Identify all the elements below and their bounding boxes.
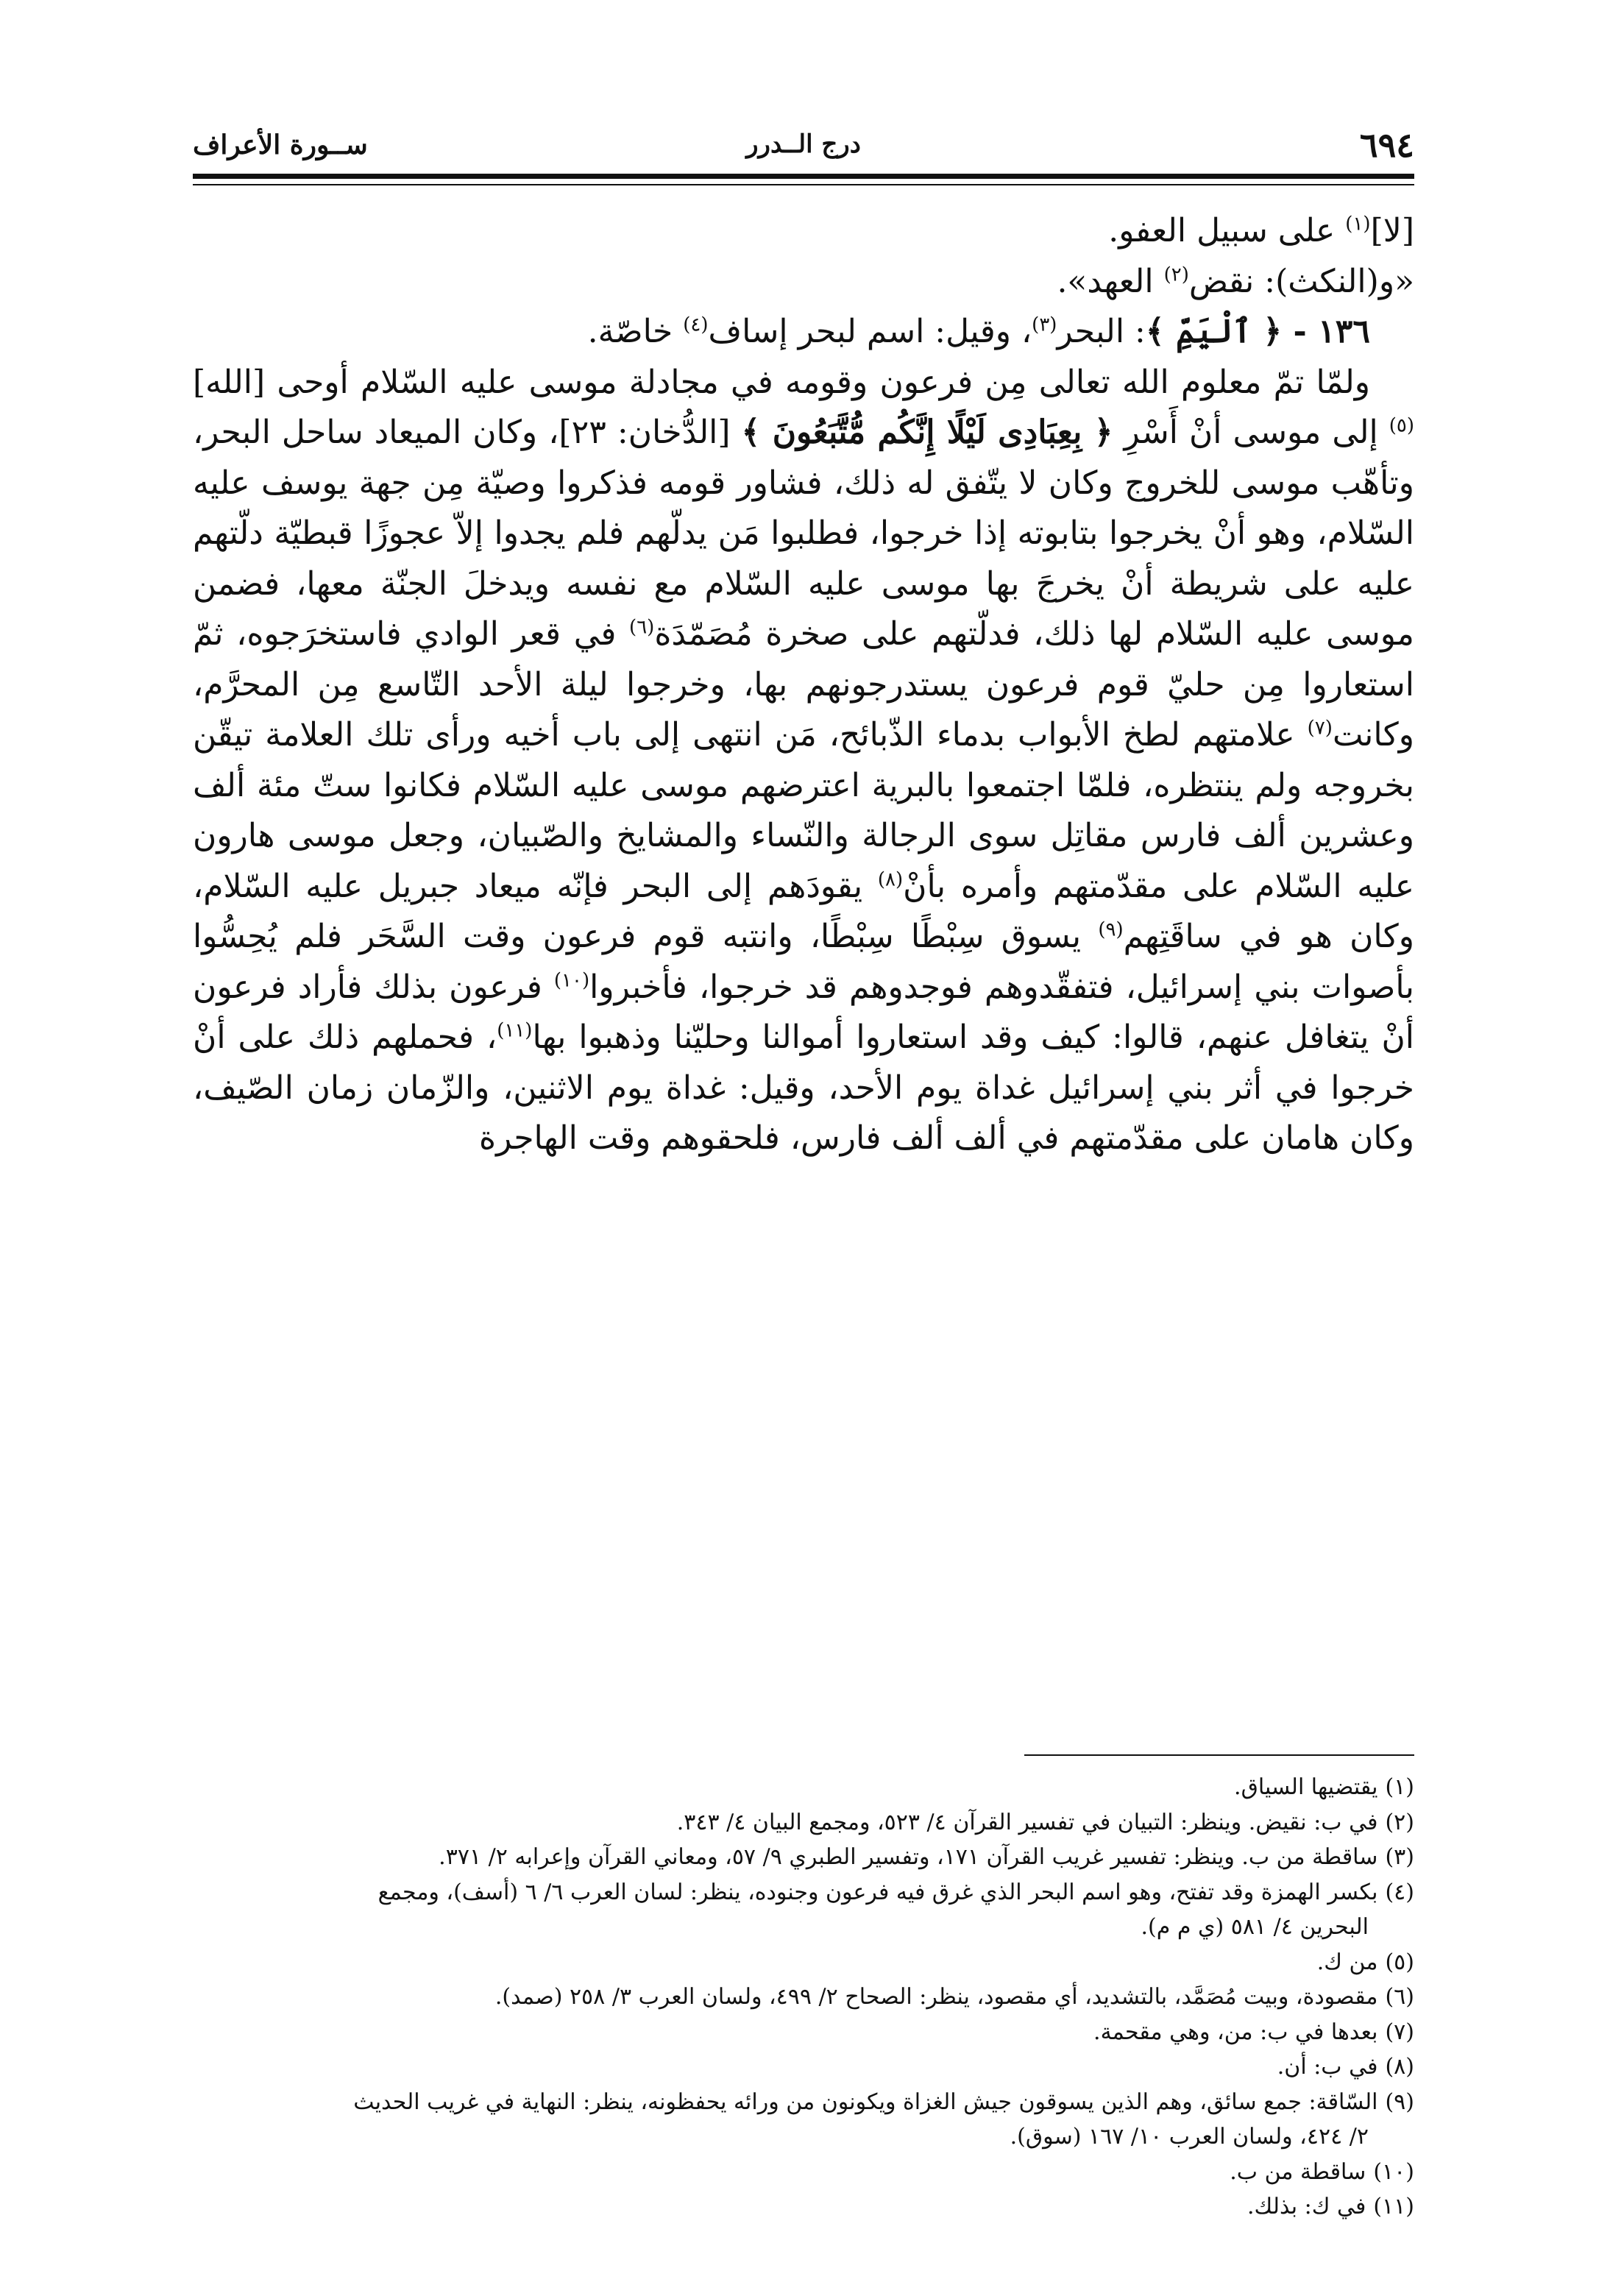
quran-quote: ﴿ ٱلْيَمِّ ﴾ xyxy=(1145,313,1283,350)
footnote-ref: (٢) xyxy=(1163,263,1189,286)
paragraph: «و(النكث): نقض$^{(٢)}$ العهد». xyxy=(1057,262,1414,300)
footnote: (١)يقتضيها السياق. xyxy=(1234,1774,1414,1800)
page-header xyxy=(193,124,1414,168)
footnote: (١١)في ك: بذلك. xyxy=(1247,2194,1414,2219)
footnote: (٦)مقصودة، وبيت مُصَمَّد، بالتشديد، أي مقصود، ينظر: الصحاح ٢/ ٤٩٩، ولسان العرب ٣/ ٢٥٨ (صمد). xyxy=(494,1984,1414,2010)
footnote-ref: (١) xyxy=(1345,213,1371,235)
footnote-ref: (٥) xyxy=(1389,414,1415,437)
quran-quote: ﴿ بِعِبَادِى لَيْلًا إِنَّكُم مُّتَّبَعُونَ ﴾ xyxy=(741,414,1113,451)
book-title: درج الــدرر xyxy=(746,130,861,159)
footnote-ref: (٩) xyxy=(1098,918,1124,941)
footnote-ref: (٤) xyxy=(683,313,709,336)
footnote-ref: (٦) xyxy=(629,616,655,639)
main-text xyxy=(193,206,1414,1164)
footnote-ref: (١٠) xyxy=(553,968,590,991)
paragraph: [لا]$^{(١)}$ على سبيل العفو. xyxy=(1108,212,1414,249)
header-rule-thin xyxy=(193,184,1414,185)
footnote-continuation: ٢/ ٤٢٤، ولسان العرب ١٠/ ١٦٧ (سوق). xyxy=(1010,2124,1369,2150)
entry-number: ١٣٦ - xyxy=(1282,313,1370,350)
footnote-continuation: البحرين ٤/ ٥٨١ (ي م م). xyxy=(1141,1914,1369,1940)
paragraph: ولمّا تمّ معلوم الله تعالى مِن فرعون وقومه في مجادلة موسى عليه السّلام أوحى [الله]$^{(٥)}$ إلى موسى أنْ أَسْرِ ﴿ بِعِبَادِى لَيْلًا إِنَّكُم مُّتَّبَعُونَ ﴾ [الدُّخان: ٢٣]، وكان الميعاد ساحل البحر، وتأهّب موسى للخروج وكان لا يتّفق له ذلك، فشاور قومه فذكروا وصيّة مِن جهة يوسف عليه السّلام، وهو أنْ يخرجوا بتابوته إذا خرجوا، فطلبوا مَن يدلّهم فلم يجدوا إلاّ عجوزًا قبطيّة دلّتهم عليه على شريطة أنْ يخرجَ بها موسى عليه السّلام مع نفسه ويدخلَ الجنّة معها، فضمن موسى عليه السّلام لها ذلك، فدلّتهم على صخرة مُصَمّدَة$^{(٦)}$ في قعر الوادي فاستخرَجوه، ثمّ استعاروا مِن حليّ قوم فرعون يستدرجونهم بها، وخرجوا ليلة الأحد التّاسع مِن المحرَّم، وكانت$^{(٧)}$ علامتهم لطخ الأبواب بدماء الذّبائح، مَن انتهى إلى باب أخيه ورأى تلك العلامة تيقّن بخروجه ولم ينتظره، فلمّا اجتمعوا بالبرية اعترضهم موسى عليه السّلام فكانوا ستّ مئة ألف وعشرين ألف فارس مقاتِل سوى الرجالة والنّساء والمشايخ والصّبيان، وجعل موسى هارون عليه السّلام على مقدّمتهم وأمره بأنْ$^{(٨)}$ يقودَهم إلى البحر فإنّه ميعاد جبريل عليه السّلام، وكان هو في ساقَتِهم$^{(٩)}$ يسوق سِبْطًا سِبْطًا، وانتبه قوم فرعون وقت السَّحَر فلم يُحِسُّوا بأصوات بني إسرائيل، فتفقّدوهم فوجدوهم قد خرجوا، فأخبروا$^{(١٠)}$ فرعون بذلك فأراد فرعون أنْ يتغافل عنهم، قالوا: كيف وقد استعاروا أموالنا وحليّنا وذهبوا بها$^{(١١)}$، فحملهم ذلك على أنْ خرجوا في أثر بني إسرائيل غداة يوم الأحد، وقيل: غداة يوم الاثنين، والزّمان زمان الصّيف، وكان هامان على مقدّمتهم في ألف ألف فارس، فلحقوهم وقت الهاجرة xyxy=(193,363,1415,1157)
footnote-ref: (٨) xyxy=(877,868,904,890)
footnote: (٩)السّاقة: جمع سائق، وهم الذين يسوقون جيش الغزاة ويكونون من ورائه يحفظونه، ينظر: النهاية في غريب الحديث xyxy=(353,2088,1414,2115)
footnote: (٥)من ك. xyxy=(1316,1949,1414,1975)
footnote-ref: (١١) xyxy=(497,1019,533,1042)
footnote-separator xyxy=(1024,1754,1414,1756)
footnote: (٤)بكسر الهمزة وقد تفتح، وهو اسم البحر الذي غرق فيه فرعون وجنوده، ينظر: لسان العرب ٦/ ٦ (أسف)، ومجمع xyxy=(377,1879,1414,1905)
paragraph-entry: ١٣٦ - ﴿ ٱلْيَمِّ ﴾: البحر$^{(٣)}$، وقيل: اسم لبحر إساف$^{(٤)}$ خاصّة. xyxy=(587,313,1370,350)
footnote: (١٠)ساقطة من ب. xyxy=(1230,2158,1414,2185)
header-rule-thick xyxy=(193,174,1414,179)
surah-name: ســورة الأعراف xyxy=(193,130,368,160)
footnote: (٨)في ب: أن. xyxy=(1277,2054,1414,2080)
page-number: ٦٩٤ xyxy=(1359,125,1414,165)
footnote-ref: (٧) xyxy=(1307,717,1333,740)
footnote: (٣)ساقطة من ب. وينظر: تفسير غريب القرآن ١٧١، وتفسير الطبري ٩/ ٥٧، ومعاني القرآن وإعرابه ٢/ ٣٧١. xyxy=(439,1844,1414,1870)
footnote: (٢)في ب: نقيض. وينظر: التبيان في تفسير القرآن ٤/ ٥٢٣، ومجمع البيان ٤/ ٣٤٣. xyxy=(676,1809,1414,1835)
footnotes xyxy=(193,1770,1414,2225)
footnote: (٧)بعدها في ب: من، وهي مقحمة. xyxy=(1093,2019,1414,2045)
footnote-ref: (٣) xyxy=(1032,313,1057,336)
